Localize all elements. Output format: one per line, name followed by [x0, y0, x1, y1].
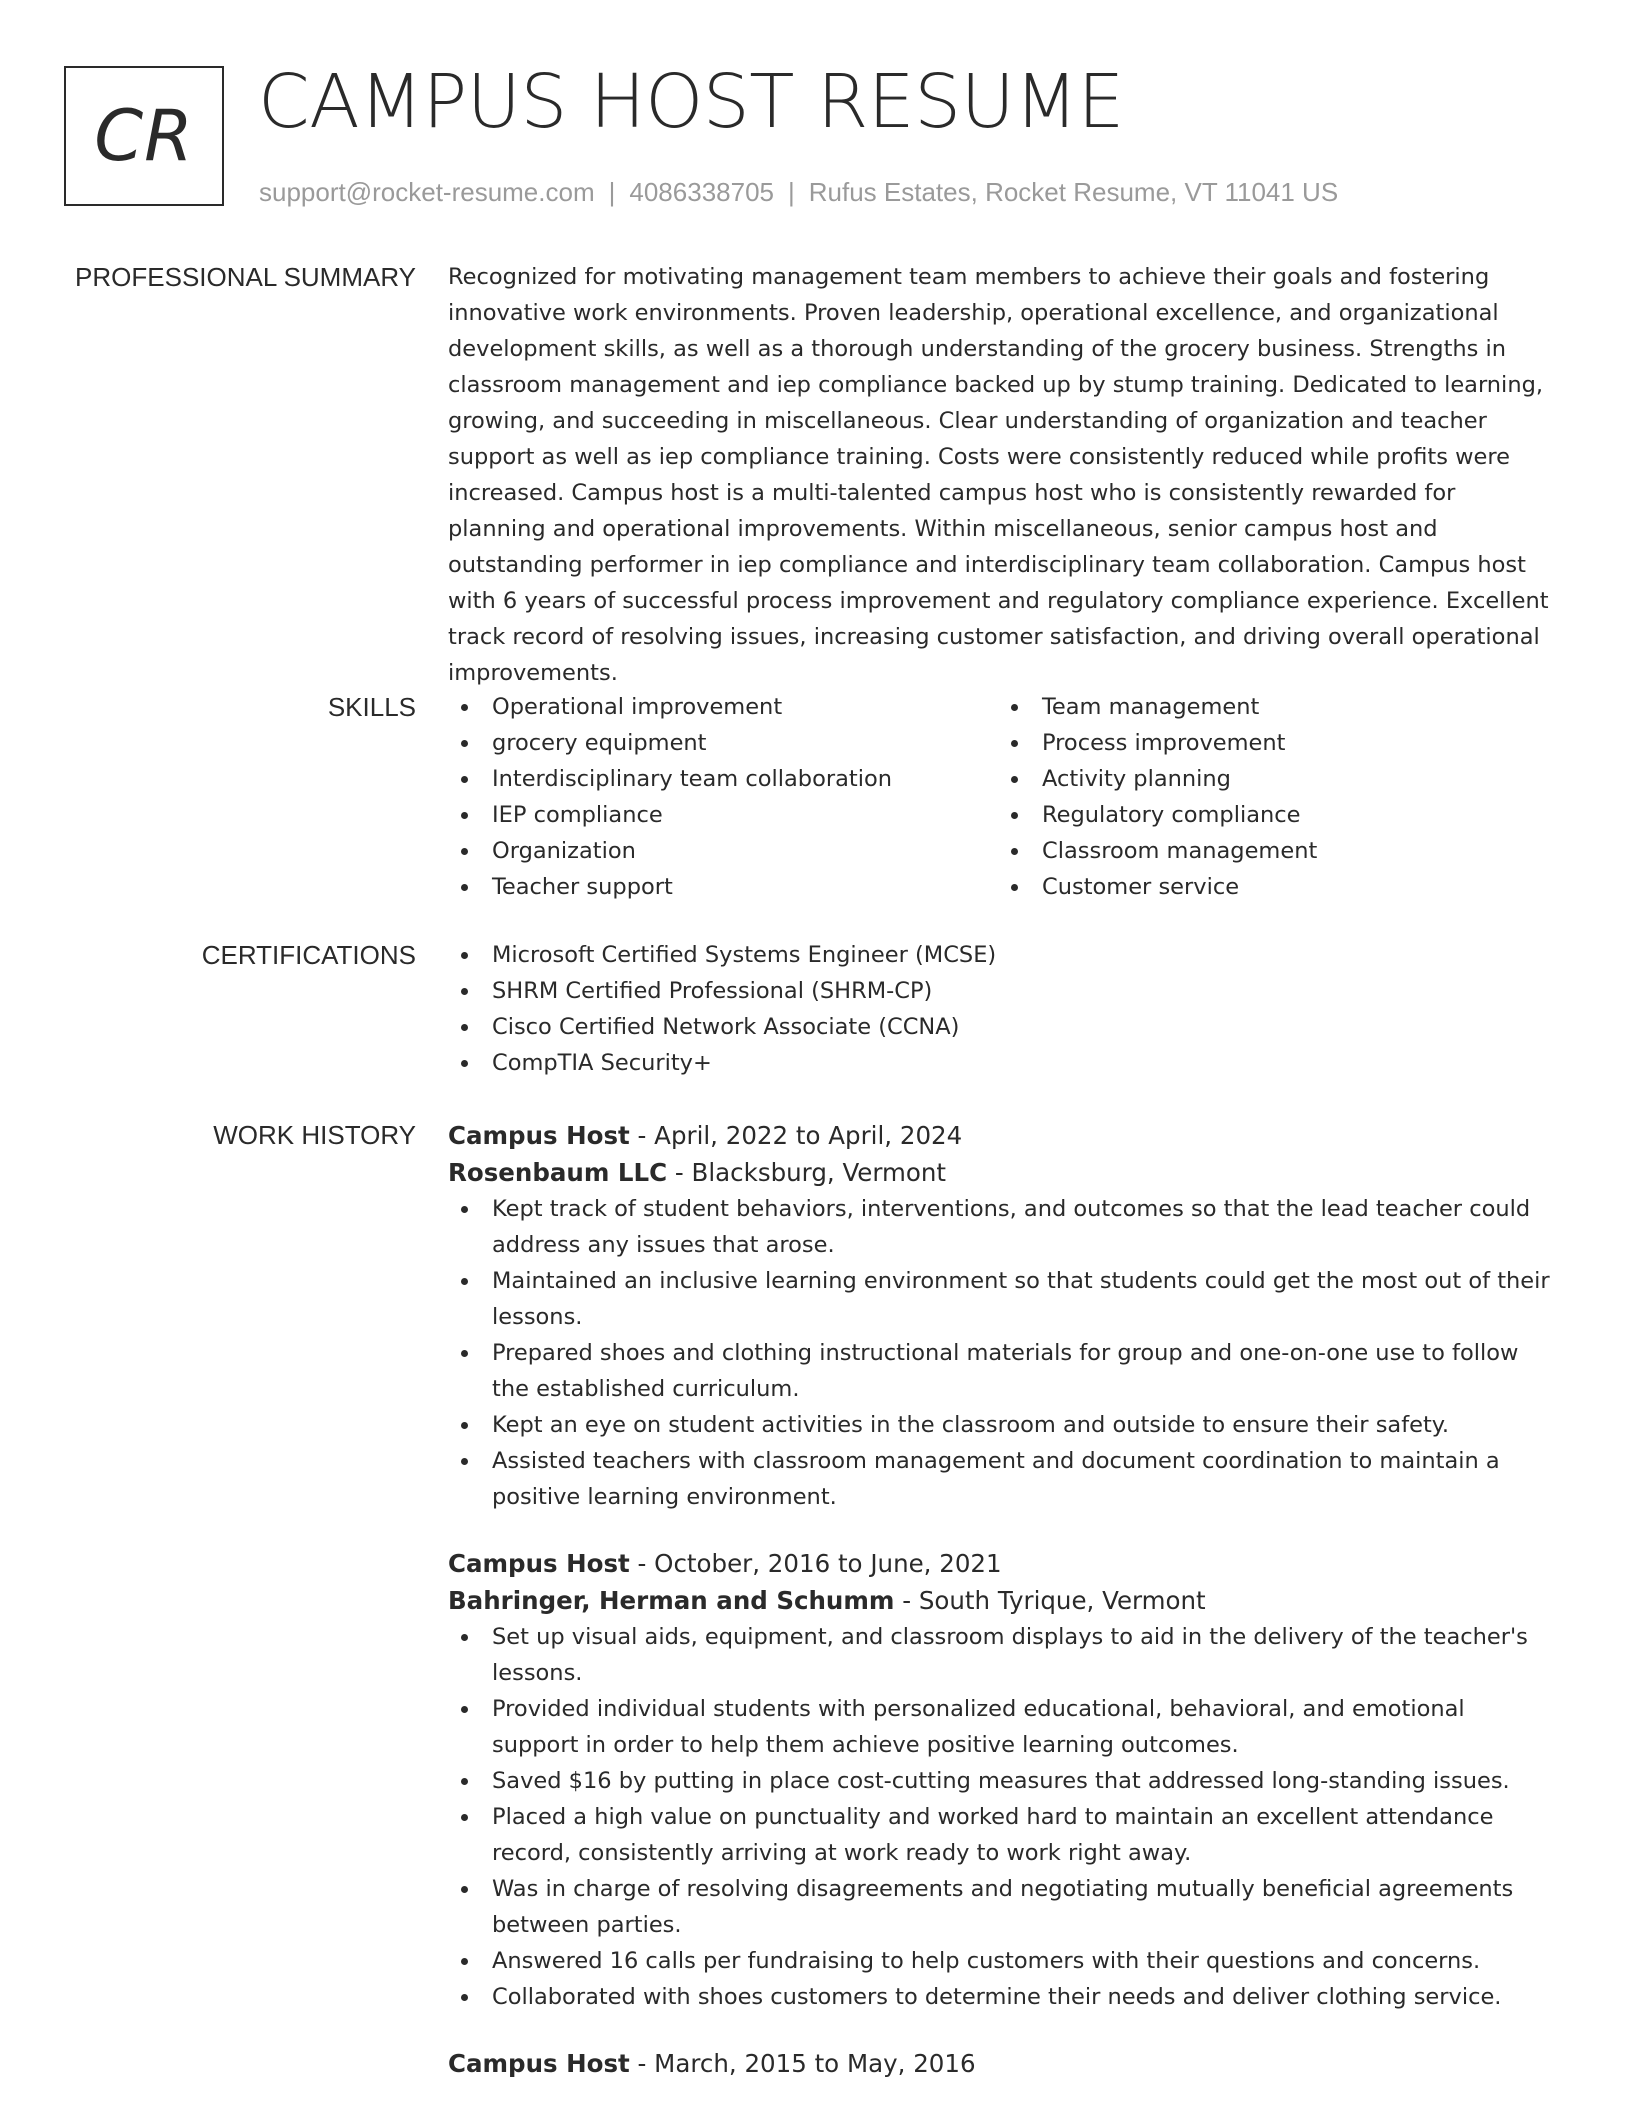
job-bullet: Prepared shoes and clothing instructional materials for group and one-on-one use to follow the established curriculum. — [448, 1335, 1558, 1407]
job-entry — [448, 2045, 1558, 2082]
skill-item: Customer service — [998, 869, 1548, 905]
certifications-list — [448, 937, 1558, 1081]
job-bullet: Collaborated with shoes customers to determine their needs and deliver clothing service. — [448, 1979, 1558, 2015]
job-title: Campus Host — [448, 1121, 630, 1150]
contact-address: Rufus Estates, Rocket Resume, VT 11041 US — [808, 177, 1339, 207]
job-bullet: Was in charge of resolving disagreements and negotiating mutually beneficial agreements between parties. — [448, 1871, 1558, 1943]
skills-body — [448, 689, 1558, 905]
summary-heading: PROFESSIONAL SUMMARY — [75, 262, 416, 292]
skill-item: grocery equipment — [448, 725, 998, 761]
skill-item: Organization — [448, 833, 998, 869]
skill-item: Process improvement — [998, 725, 1548, 761]
certification-item: SHRM Certified Professional (SHRM-CP) — [448, 973, 1558, 1009]
contact-separator: | — [788, 177, 795, 207]
certifications-body — [448, 937, 1558, 1081]
skill-item: Teacher support — [448, 869, 998, 905]
job-bullet: Saved $16 by putting in place cost-cutting measures that addressed long-standing issues. — [448, 1763, 1558, 1799]
job-bullet: Provided individual students with personalized educational, behavioral, and emotional support in order to help them achieve positive learning outcomes. — [448, 1691, 1558, 1763]
job-bullet: Kept an eye on student activities in the classroom and outside to ensure their safety. — [448, 1407, 1558, 1443]
job-title-line — [448, 1117, 1558, 1154]
certification-item: Cisco Certified Network Associate (CCNA) — [448, 1009, 1558, 1045]
skill-item: Classroom management — [998, 833, 1548, 869]
skills-list-left — [448, 689, 998, 905]
job-entry — [448, 1545, 1558, 2015]
skill-item: Activity planning — [998, 761, 1548, 797]
certification-item: Microsoft Certified Systems Engineer (MCSE) — [448, 937, 1558, 973]
job-entry — [448, 1117, 1558, 1515]
work-history-body — [448, 1117, 1558, 2112]
contact-separator: | — [608, 177, 616, 207]
contact-phone[interactable]: 4086338705 — [629, 177, 774, 207]
contact-email[interactable]: support@rocket-resume.com — [259, 177, 595, 207]
job-location: - Blacksburg, Vermont — [667, 1158, 947, 1187]
resume-title: CAMPUS HOST RESUME — [258, 59, 1124, 145]
job-bullet: Assisted teachers with classroom management and document coordination to maintain a positive learning environment. — [448, 1443, 1558, 1515]
job-bullet: Placed a high value on punctuality and worked hard to maintain an excellent attendance record, consistently arriving at work ready to work right away. — [448, 1799, 1558, 1871]
job-dates: - April, 2022 to April, 2024 — [629, 1121, 963, 1150]
job-bullet: Set up visual aids, equipment, and classroom displays to aid in the delivery of the teacher's lessons. — [448, 1619, 1558, 1691]
job-title: Campus Host — [448, 2049, 630, 2078]
job-title: Campus Host — [448, 1549, 630, 1578]
job-bullets — [448, 1191, 1558, 1515]
job-company-line — [448, 1154, 1558, 1191]
skill-item: IEP compliance — [448, 797, 998, 833]
monogram-logo — [64, 66, 224, 206]
job-company: Rosenbaum LLC — [448, 1158, 668, 1187]
job-location: - South Tyrique, Vermont — [894, 1586, 1206, 1615]
job-bullet: Kept track of student behaviors, interventions, and outcomes so that the lead teacher could address any issues that arose. — [448, 1191, 1558, 1263]
skill-item: Regulatory compliance — [998, 797, 1548, 833]
skills-heading: SKILLS — [327, 692, 416, 722]
skill-item: Team management — [998, 689, 1548, 725]
job-bullets — [448, 1619, 1558, 2015]
certification-item: CompTIA Security+ — [448, 1045, 1558, 1081]
job-dates: - October, 2016 to June, 2021 — [629, 1549, 1002, 1578]
job-company: Bahringer, Herman and Schumm — [448, 1586, 895, 1615]
skill-item: Operational improvement — [448, 689, 998, 725]
monogram-initials: CR — [94, 95, 194, 177]
summary-text: Recognized for motivating management team members to achieve their goals and fostering innovative work environments. Proven leadership, operational excellence, and organizational development skills, as well as a thorough understanding of the grocery business. Strengths in classroom management and iep compliance backed up by stump training. Dedicated to learning, growing, and succeeding in miscellaneous. Clear understanding of organization and teacher support as well as iep compliance training. Costs were consistently reduced while profits were increased. Campus host is a multi-talented campus host who is consistently rewarded for planning and operational improvements. Within miscellaneous, senior campus host and outstanding performer in iep compliance and interdisciplinary team collaboration. Campus host with 6 years of successful process improvement and regulatory compliance experience. Excellent track record of resolving issues, increasing customer satisfaction, and driving overall operational improvements. — [448, 264, 1549, 686]
skill-item: Interdisciplinary team collaboration — [448, 761, 998, 797]
job-title-line — [448, 1545, 1558, 1582]
job-title-line — [448, 2045, 1558, 2082]
work-history-heading: WORK HISTORY — [213, 1120, 416, 1150]
summary-body — [448, 259, 1558, 691]
job-bullet: Maintained an inclusive learning environment so that students could get the most out of their lessons. — [448, 1263, 1558, 1335]
job-company-line — [448, 1582, 1558, 1619]
contact-line — [259, 176, 1338, 208]
certifications-heading: CERTIFICATIONS — [201, 940, 416, 970]
job-dates: - March, 2015 to May, 2016 — [629, 2049, 976, 2078]
skills-list-right — [998, 689, 1548, 905]
job-bullet: Answered 16 calls per fundraising to help customers with their questions and concerns. — [448, 1943, 1558, 1979]
